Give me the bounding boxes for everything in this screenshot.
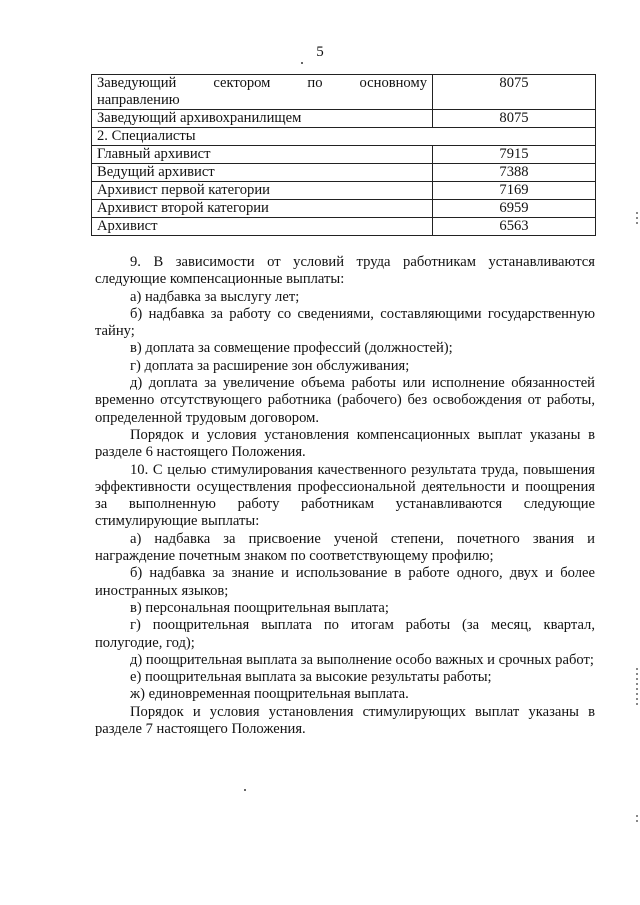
position-label: Заведующий архивохранилищем — [92, 110, 433, 128]
list-item: в) персональная поощрительная выплата; — [130, 599, 389, 616]
page-number: 5 — [316, 44, 324, 60]
table-row — [92, 164, 596, 182]
position-label: Главный архивист — [92, 146, 433, 164]
list-item: в) доплата за совмещение профессий (должностей); — [130, 340, 453, 357]
list-item: е) поощрительная выплата за высокие результаты работы; — [130, 669, 492, 686]
paragraph-9: 9. В зависимости от условий труда работникам устанавливаются следующие компенсационные выплаты: — [95, 254, 595, 288]
position-label: Ведущий архивист — [92, 164, 433, 182]
list-item: а) надбавка за выслугу лет; — [130, 288, 300, 305]
section-heading: 2. Специалисты — [92, 128, 596, 146]
scan-edge-marks — [636, 668, 638, 708]
salary-value: 7915 — [433, 146, 596, 164]
list-item: ж) единовременная поощрительная выплата. — [130, 686, 409, 703]
list-item: г) поощрительная выплата по итогам работы (за месяц, квартал, полугодие, год); — [95, 617, 595, 651]
salary-table — [91, 74, 596, 236]
list-item: д) доплата за увеличение объема работы или исполнение обязанностей временно отсутствующего работника (рабочего) без освобождения от работы, определенной трудовым договором. — [95, 375, 595, 426]
salary-value: 7388 — [433, 164, 596, 182]
salary-value: 8075 — [433, 75, 596, 110]
table-row — [92, 182, 596, 200]
list-item: б) надбавка за работу со сведениями, составляющими государственную тайну; — [95, 305, 595, 340]
position-cell — [92, 75, 433, 110]
table-row — [92, 146, 596, 164]
table-row — [92, 75, 596, 110]
list-item: д) поощрительная выплата за выполнение особо важных и срочных работ; — [130, 651, 594, 668]
salary-value: 6959 — [433, 200, 596, 218]
paragraph: Порядок и условия установления стимулирующих выплат указаны в разделе 7 настоящего Положения. — [95, 703, 595, 738]
table-row — [92, 110, 596, 128]
paragraph-10: 10. С целью стимулирования качественного результата труда, повышения эффективности осуществления профессиональной деятельности и поощрения за выполненную работу работникам устанавливаются следующие стимулирующие выплаты: — [95, 461, 595, 530]
position-label: Заведующий сектором по основному — [97, 75, 427, 91]
document-body — [95, 254, 595, 738]
list-item: б) надбавка за знание и использование в работе одного, двух и более иностранных языков; — [95, 565, 595, 599]
list-item: г) доплата за расширение зон обслуживания; — [130, 357, 410, 374]
table-section-row — [92, 128, 596, 146]
scan-speck — [301, 62, 303, 64]
table-row — [92, 218, 596, 236]
salary-value: 6563 — [433, 218, 596, 236]
salary-value: 7169 — [433, 182, 596, 200]
scan-speck — [244, 789, 246, 791]
paragraph: Порядок и условия установления компенсационных выплат указаны в разделе 6 настоящего Положения. — [95, 426, 595, 461]
scan-edge-marks — [636, 815, 638, 825]
position-label-continued: направлению — [97, 92, 180, 108]
list-item: а) надбавка за присвоение ученой степени, почетного звания и награждение почетным знаком по соответствующему профилю; — [95, 530, 595, 565]
position-label: Архивист первой категории — [92, 182, 433, 200]
scan-edge-marks — [636, 212, 638, 226]
table-row — [92, 200, 596, 218]
salary-value: 8075 — [433, 110, 596, 128]
position-label: Архивист второй категории — [92, 200, 433, 218]
position-label: Архивист — [92, 218, 433, 236]
